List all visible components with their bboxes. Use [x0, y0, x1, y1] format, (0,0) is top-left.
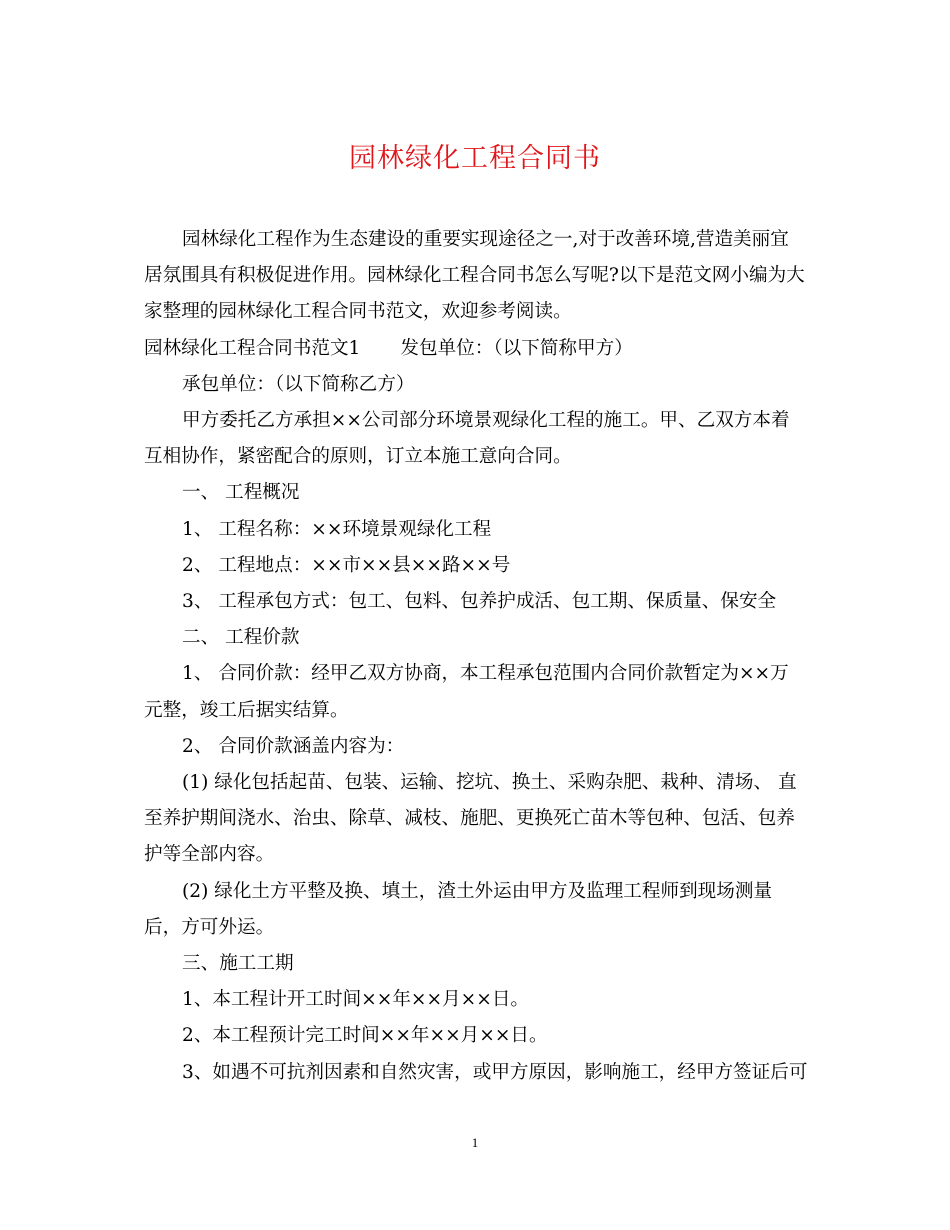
- paragraph-line: 互相协作，紧密配合的原则，订立本施工意向合同。: [144, 446, 572, 468]
- list-item: 2、 工程地点：××市××县××路××号: [182, 554, 511, 576]
- list-item: 3、 工程承包方式：包工、包料、包养护成活、包工期、保质量、保安全: [182, 591, 777, 613]
- document-body: [144, 222, 806, 1091]
- list-item: 1、 合同价款：经甲乙双方协商，本工程承包范围内合同价款暂定为××万: [182, 663, 789, 685]
- contractor-a-label: 发包单位：（以下简称甲方）: [400, 337, 633, 359]
- paragraph-line: 居氛围具有积极促进作用。园林绿化工程合同书怎么写呢?以下是范文网小编为大: [144, 265, 805, 287]
- list-item: 2、 合同价款涵盖内容为：: [182, 735, 405, 757]
- list-item: 2、本工程预计完工时间××年××月××日。: [182, 1025, 548, 1047]
- document-title: 园林绿化工程合同书: [349, 143, 601, 174]
- list-item: 1、 工程名称：××环境景观绿化工程: [182, 518, 492, 540]
- paragraph-line: 护等全部内容。: [144, 844, 275, 866]
- section-heading: 三、施工工期: [182, 953, 294, 975]
- list-item: 3、如遇不可抗剂因素和自然灾害，或甲方原因，影响施工，经甲方签证后可: [182, 1061, 808, 1083]
- paragraph-line: 园林绿化工程作为生态建设的重要实现途径之一,对于改善环境,营造美丽宜: [182, 229, 789, 250]
- paragraph-line: 元整，竣工后据实结算。: [144, 699, 349, 721]
- list-item: 1、本工程计开工时间××年××月××日。: [182, 989, 530, 1011]
- contractor-b-label: 承包单位：（以下简称乙方）: [182, 373, 415, 395]
- list-item: (1) 绿化包括起苗、包装、运输、挖坑、换土、采购杂肥、栽种、清场、 直: [182, 772, 797, 794]
- list-item: (2) 绿化土方平整及换、填土，渣土外运由甲方及监理工程师到现场测量: [182, 880, 773, 902]
- sample-heading: 园林绿化工程合同书范文1: [144, 337, 361, 359]
- section-heading: 二、 工程价款: [182, 627, 300, 649]
- paragraph-line: 甲方委托乙方承担××公司部分环境景观绿化工程的施工。甲、乙双方本着: [182, 410, 790, 432]
- sample-heading-line: [144, 331, 806, 367]
- section-heading: 一、 工程概况: [182, 482, 300, 504]
- paragraph-line: 后，方可外运。: [144, 916, 275, 938]
- paragraph-line: 至养护期间浇水、治虫、除草、减枝、施肥、更换死亡苗木等包种、包活、包养: [144, 808, 795, 830]
- page-number: 1: [471, 1135, 479, 1150]
- paragraph-line: 家整理的园林绿化工程合同书范文，欢迎参考阅读。: [144, 301, 572, 323]
